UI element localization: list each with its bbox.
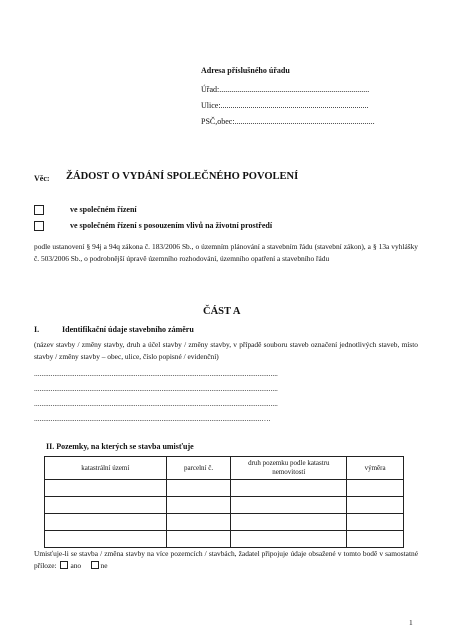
- table-row: [45, 497, 404, 514]
- option-2-checkbox[interactable]: [34, 221, 44, 231]
- table-cell[interactable]: [166, 514, 231, 531]
- subject-label: Věc:: [34, 174, 50, 183]
- yes-label: ano: [70, 560, 82, 570]
- table-row: [45, 531, 404, 548]
- table-cell[interactable]: [347, 514, 404, 531]
- attachment-note-text: Umisťuje-li se stavba / změna stavby na více pozemcích / stavbách, žadatel připojuje údaje obsažené v tomto bodě v samostatné příloze:: [34, 549, 418, 570]
- zip-line: [201, 117, 375, 126]
- zip-field[interactable]: ......................................................................: [234, 117, 375, 126]
- section1-note: (název stavby / změny stavby, druh a účel stavby / změny stavby, v případě souboru staveb označení jednotlivých staveb, místo stavby / změny stavby – obec, ulice, číslo popisné / evidenční): [34, 340, 418, 361]
- street-field[interactable]: ..........................................................................: [220, 101, 369, 110]
- section1-field-3[interactable]: ....................................................................................................................................: [34, 399, 278, 408]
- no-label: ne: [100, 560, 108, 570]
- table-cell[interactable]: [347, 497, 404, 514]
- office-field[interactable]: ...........................................................................: [219, 85, 370, 94]
- zip-label: PSČ,obec:: [201, 117, 235, 126]
- street-label: Ulice:: [201, 101, 221, 110]
- option-1-checkbox[interactable]: [34, 205, 44, 215]
- table-cell[interactable]: [231, 480, 347, 497]
- table-cell[interactable]: [45, 497, 167, 514]
- table-cell[interactable]: [45, 480, 167, 497]
- option-2-label: ve společném řízení s posouzením vlivů na životní prostředí: [70, 221, 273, 230]
- street-line: [201, 101, 369, 110]
- table-cell[interactable]: [347, 480, 404, 497]
- page-number: 1: [409, 618, 413, 627]
- office-label: Úřad:: [201, 85, 220, 94]
- section1-field-2[interactable]: ....................................................................................................................................: [34, 384, 278, 393]
- table-cell[interactable]: [166, 497, 231, 514]
- table-cell[interactable]: [231, 531, 347, 548]
- table-cell[interactable]: [347, 531, 404, 548]
- table-cell[interactable]: [45, 531, 167, 548]
- column-header: výměra: [347, 457, 404, 480]
- table-cell[interactable]: [166, 480, 231, 497]
- attachment-note: [34, 548, 418, 571]
- section1-number: I.: [34, 325, 40, 334]
- section1-title: Identifikační údaje stavebního záměru: [62, 325, 194, 334]
- column-header: druh pozemku podle katastru nemovitostí: [231, 457, 347, 480]
- table-cell[interactable]: [166, 531, 231, 548]
- parcels-table: [44, 456, 404, 548]
- office-line: [201, 85, 369, 94]
- part-title: ČÁST A: [203, 306, 241, 317]
- yes-checkbox[interactable]: [60, 561, 68, 569]
- column-header: parcelní č.: [166, 457, 231, 480]
- section1-field-4[interactable]: ...........................................................................................................................….: [34, 414, 271, 423]
- option-1-label: ve společném řízení: [70, 205, 137, 214]
- section1-field-1[interactable]: ....................................................................................................................................: [34, 369, 278, 378]
- table-row: [45, 514, 404, 531]
- table-cell[interactable]: [231, 497, 347, 514]
- no-checkbox[interactable]: [91, 561, 99, 569]
- table-cell[interactable]: [231, 514, 347, 531]
- column-header: katastrální území: [45, 457, 167, 480]
- section2-title: II. Pozemky, na kterých se stavba umisťuje: [46, 442, 194, 451]
- address-heading: Adresa příslušného úřadu: [201, 66, 290, 75]
- table-row: [45, 480, 404, 497]
- subject-title: ŽÁDOST O VYDÁNÍ SPOLEČNÉHO POVOLENÍ: [66, 171, 299, 182]
- legal-basis: podle ustanovení § 94j a 94q zákona č. 183/2006 Sb., o územním plánování a stavebním řádu (stavební zákon), a § 13a vyhlášky č. 503/2006 Sb., o podrobnější úpravě územního rozhodování, územního opatření a stavebního řádu: [34, 242, 418, 263]
- table-header-row: [45, 457, 404, 480]
- table-cell[interactable]: [45, 514, 167, 531]
